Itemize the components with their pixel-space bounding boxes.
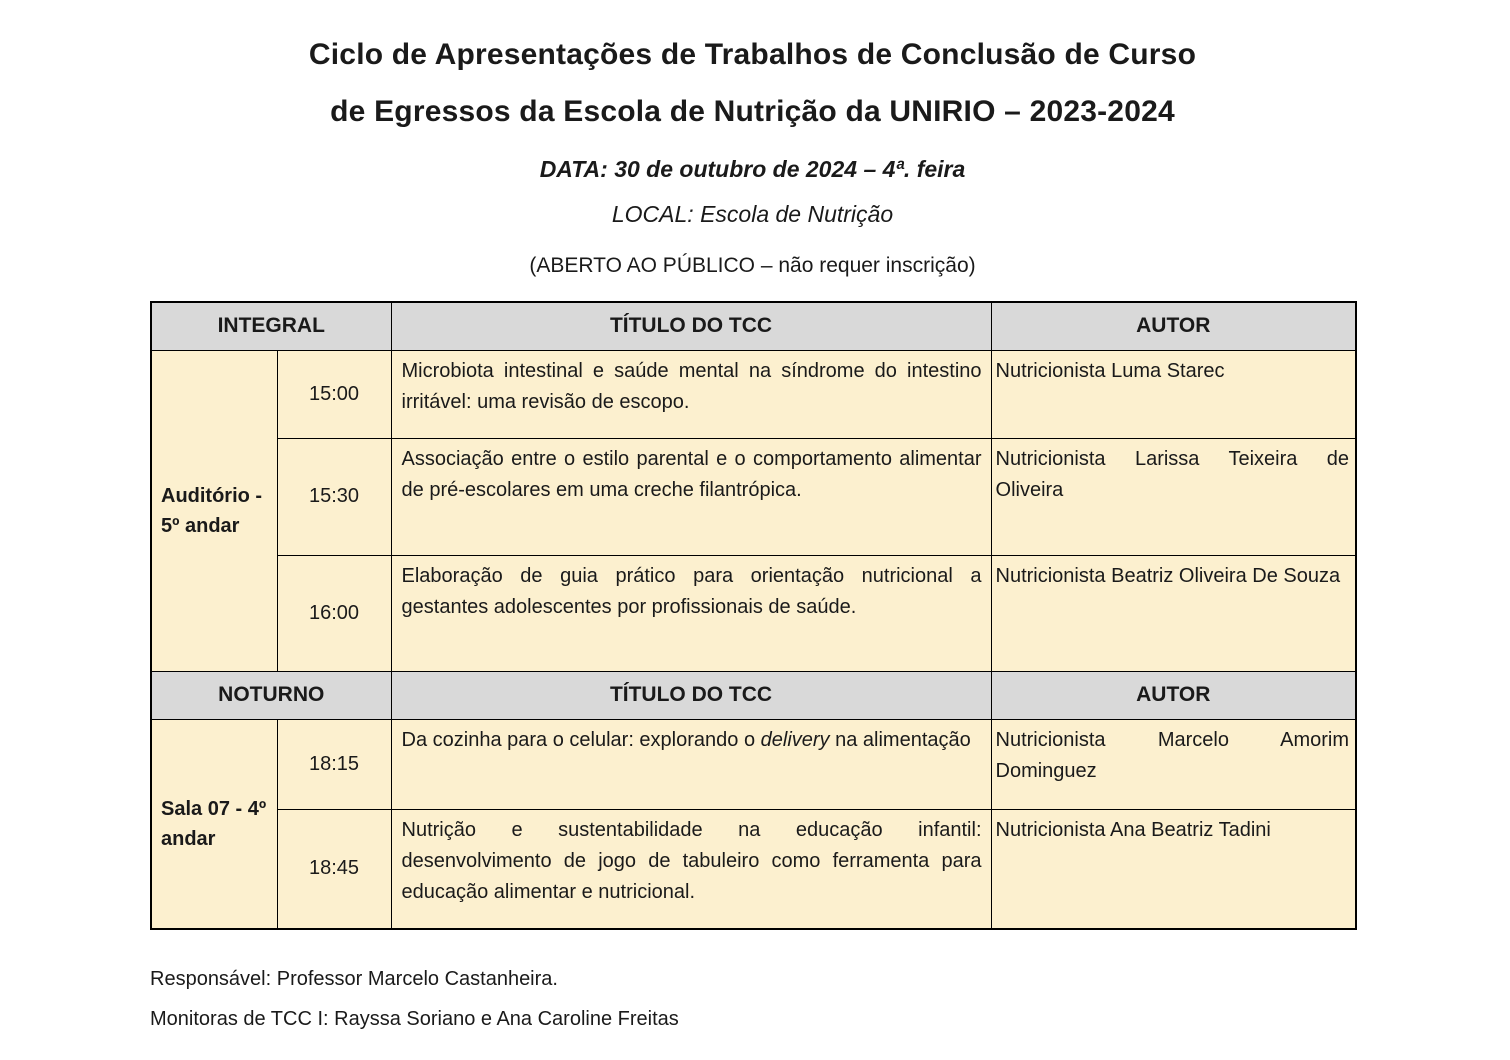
room-cell-sala07: Sala 07 - 4º andar: [151, 719, 277, 929]
tcc-title-text: na alimentação: [829, 728, 971, 751]
tcc-title-cell: [391, 719, 991, 809]
time-cell: 15:30: [277, 438, 391, 555]
room-cell-auditorio: Auditório - 5º andar: [151, 350, 277, 671]
schedule-table: [150, 301, 1357, 930]
time-cell: 18:45: [277, 809, 391, 929]
period-header-integral: INTEGRAL: [151, 302, 391, 350]
author-cell: Nutricionista Luma Starec: [991, 350, 1356, 438]
author-cell: Nutricionista Ana Beatriz Tadini: [991, 809, 1356, 929]
time-cell: 15:00: [277, 350, 391, 438]
time-cell: 16:00: [277, 555, 391, 671]
title-line-2: de Egressos da Escola de Nutrição da UNIRIO – 2023-2024: [330, 95, 1175, 128]
section-header-row-noturno: [151, 671, 1356, 719]
author-column-header: AUTOR: [991, 302, 1356, 350]
table-row: [151, 809, 1356, 929]
author-cell: Nutricionista Beatriz Oliveira De Souza: [991, 555, 1356, 671]
table-row: [151, 350, 1356, 438]
tcc-title-cell: Nutrição e sustentabilidade na educação infantil: desenvolvimento de jogo de tabuleiro como ferramenta para educação alimentar e nutricional.: [391, 809, 991, 929]
tcc-title-text: Da cozinha para o celular: explorando o: [401, 728, 761, 751]
title-line-1: Ciclo de Apresentações de Trabalhos de Conclusão de Curso: [308, 38, 1197, 71]
monitors-line: Monitoras de TCC I: Rayssa Soriano e Ana Caroline Freitas: [150, 1008, 679, 1030]
date-line: DATA: 30 de outubro de 2024 – 4ª. feira: [539, 156, 966, 182]
time-cell: 18:15: [277, 719, 391, 809]
table-row: [151, 438, 1356, 555]
title-column-header: TÍTULO DO TCC: [391, 671, 991, 719]
author-cell: Nutricionista Marcelo Amorim Dominguez: [991, 719, 1356, 809]
section-header-row-integral: [151, 302, 1356, 350]
title-column-header: TÍTULO DO TCC: [391, 302, 991, 350]
tcc-title-cell: Elaboração de guia prático para orientação nutricional a gestantes adolescentes por profissionais de saúde.: [391, 555, 991, 671]
period-header-noturno: NOTURNO: [151, 671, 391, 719]
public-note-line: (ABERTO AO PÚBLICO – não requer inscrição): [529, 254, 976, 277]
tcc-title-cell: Microbiota intestinal e saúde mental na síndrome do intestino irritável: uma revisão de escopo.: [391, 350, 991, 438]
document-title: [150, 26, 1355, 140]
responsible-line: Responsável: Professor Marcelo Castanheira.: [150, 968, 558, 990]
author-column-header: AUTOR: [991, 671, 1356, 719]
author-cell: Nutricionista Larissa Teixeira de Oliveira: [991, 438, 1356, 555]
table-row: [151, 719, 1356, 809]
tcc-title-cell: Associação entre o estilo parental e o comportamento alimentar de pré-escolares em uma creche filantrópica.: [391, 438, 991, 555]
tcc-title-italic-word: delivery: [760, 728, 830, 751]
location-line: LOCAL: Escola de Nutrição: [611, 201, 894, 227]
table-row: [151, 555, 1356, 671]
